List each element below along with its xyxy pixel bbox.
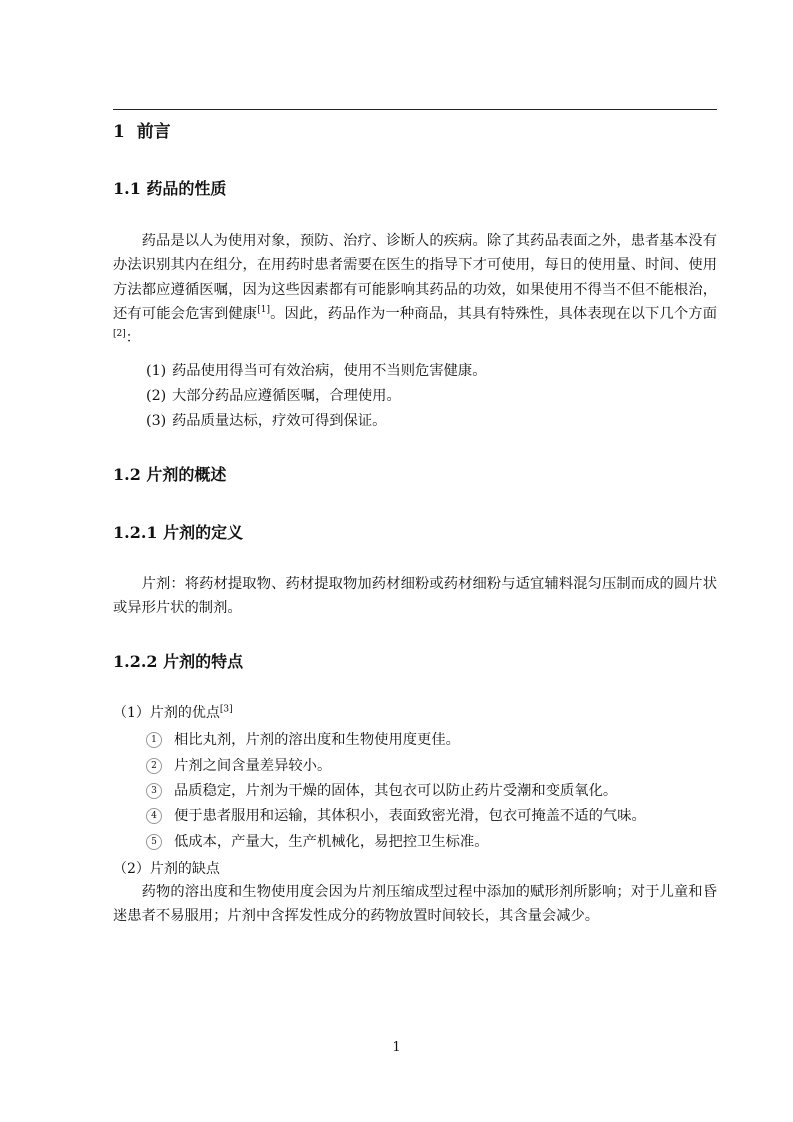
section-heading-1-2: 1.2 片剂的概述 [113,465,227,484]
circled-number: 5 [146,834,162,850]
paragraph-drug-properties: 药品是以人为使用对象，预防、治疗、诊断人的疾病。除了其药品表面之外，患者基本没有办法识别其内在组分，在用药时患者需要在医生的指导下才可使用，每日的使用量、时间、使用方法都应遵循医嘱，因为这些因素都有可能影响其药品的功效，如果使用不得当不但不能根治，还有可能会危害到健康[1]。因此，药品作为一种商品，其具有特殊性，具体表现在以下几个方面[2]： [113,233,718,347]
list-item: 3 品质稳定，片剂为干燥的固体，其包衣可以防止药片受潮和变质氧化。 [146,781,617,801]
circled-number: 2 [146,758,162,774]
list-item: (3) 药品质量达标，疗效可得到保证。 [146,413,387,429]
section-heading-1-2-2: 1.2.2 片剂的特点 [113,652,244,671]
chapter-heading [113,121,171,143]
list-item: 2 片剂之间含量差异较小。 [146,756,331,776]
advantages-label: （1）片剂的优点[3] [113,704,233,721]
disadvantages-label: （2）片剂的缺点 [113,861,220,877]
circled-number: 3 [146,783,162,799]
citation-3: [3] [219,704,233,715]
list-item: 4 便于患者服用和运输，其体积小，表面致密光滑，包衣可掩盖不适的气味。 [146,806,646,826]
citation-2: [2] [113,329,126,340]
list-item: (1) 药品使用得当可有效治病，使用不当则危害健康。 [146,363,487,379]
list-item: 5 低成本，产量大，生产机械化，易把控卫生标准。 [146,832,489,852]
page-number: 1 [392,1040,401,1055]
list-item: (2) 大部分药品应遵循医嘱，合理使用。 [146,388,401,404]
citation-1: [1] [257,305,270,316]
chapter-number: 1 [113,122,125,142]
circled-number: 1 [146,732,162,748]
section-heading-1-1: 1.1 药品的性质 [113,179,227,198]
chapter-title: 前言 [136,122,171,142]
section-heading-1-2-1: 1.2.1 片剂的定义 [113,523,244,542]
circled-number: 4 [146,808,162,824]
paragraph-disadvantages: 药物的溶出度和生物使用度会因为片剂压缩成型过程中添加的赋形剂所影响；对于儿童和昏迷患者不易服用；片剂中含挥发性成分的药物放置时间较长，其含量会减少。 [113,884,717,925]
paragraph-tablet-definition: 片剂：将药材提取物、药材提取物加药材细粉或药材细粉与适宜辅料混匀压制而成的圆片状或异形片状的制剂。 [113,576,717,617]
header-rule [113,109,717,110]
list-item: 1 相比丸剂，片剂的溶出度和生物使用度更佳。 [146,730,460,750]
